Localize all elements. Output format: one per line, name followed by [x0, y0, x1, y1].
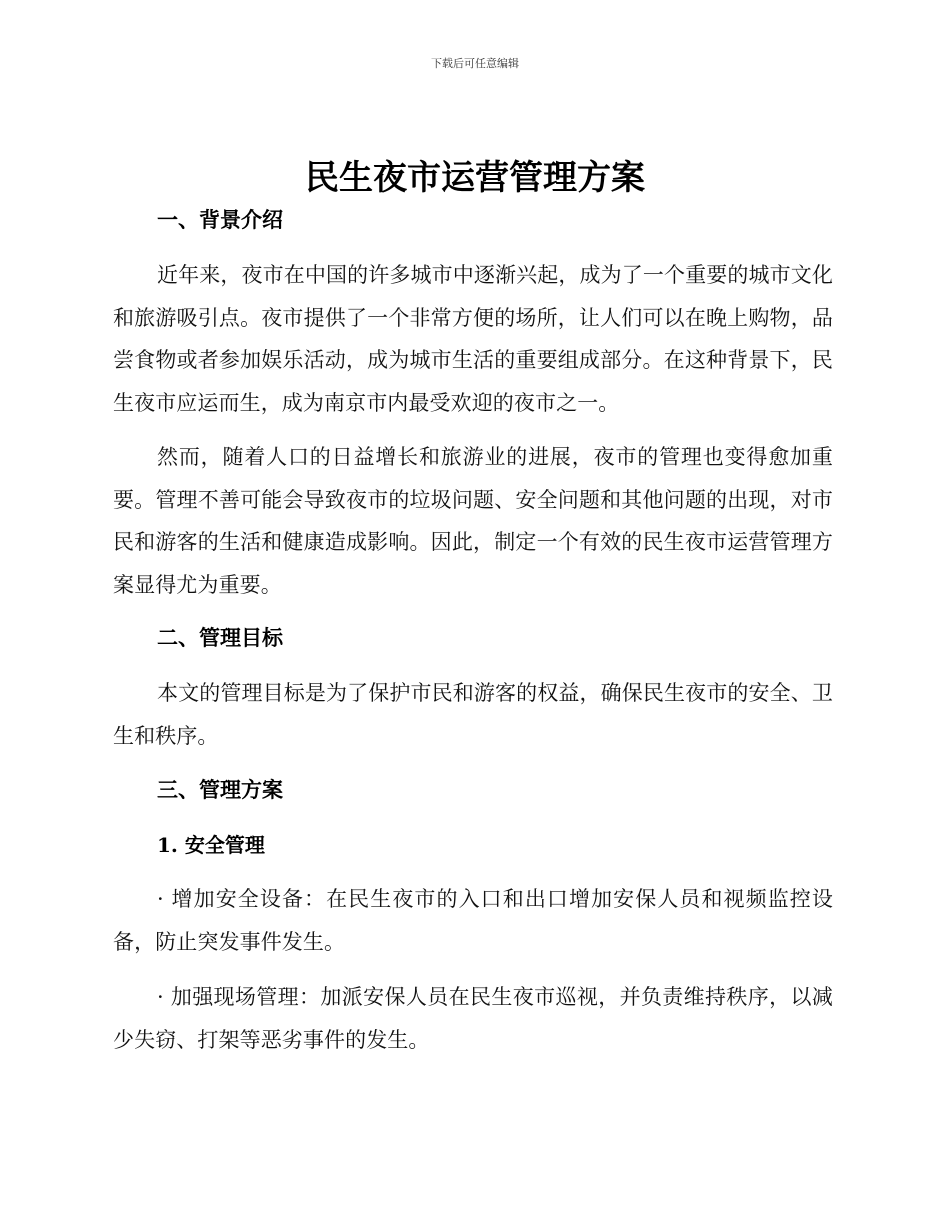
- section-2: [113, 623, 833, 653]
- paragraph-goals: 本文的管理目标是为了保护市民和游客的权益，确保民生夜市的安全、卫生和秩序。: [113, 681, 833, 748]
- section-2-paragraph-block: [113, 672, 833, 757]
- section-1-paragraph-2-block: [113, 436, 833, 606]
- subsection-safety: [113, 830, 833, 860]
- section-heading-plan: 三、管理方案: [157, 778, 283, 802]
- section-3: [113, 775, 833, 805]
- header-note: 下载后可任意编辑: [431, 57, 519, 70]
- paragraph-background-2: 然而，随着人口的日益增长和旅游业的进展，夜市的管理也变得愈加重要。管理不善可能会导致夜市的垃圾问题、安全问题和其他问题的出现，对市民和游客的生活和健康造成影响。因此，制定一个有效的民生夜市运营管理方案显得尤为重要。: [113, 445, 833, 597]
- bullet-onsite-management: · 加强现场管理：加派安保人员在民生夜市巡视，并负责维持秩序，以减少失窃、打架等恶劣事件的发生。: [113, 985, 833, 1052]
- section-heading-goals: 二、管理目标: [157, 626, 283, 650]
- bullet-safety-equipment: · 增加安全设备：在民生夜市的入口和出口增加安保人员和视频监控设备，防止突发事件发生。: [113, 887, 833, 954]
- bullet-1-block: [113, 878, 833, 963]
- section-1: [113, 205, 833, 235]
- section-heading-background: 一、背景介绍: [157, 208, 283, 232]
- document-title: 民生夜市运营管理方案: [305, 158, 645, 198]
- section-1-paragraph-1-block: [113, 254, 833, 424]
- paragraph-background-1: 近年来，夜市在中国的许多城市中逐渐兴起，成为了一个重要的城市文化和旅游吸引点。夜市提供了一个非常方便的场所，让人们可以在晚上购物，品尝食物或者参加娱乐活动，成为城市生活的重要组成部分。在这种背景下，民生夜市应运而生，成为南京市内最受欢迎的夜市之一。: [113, 263, 833, 415]
- bullet-2-block: [113, 976, 833, 1061]
- subsection-heading-safety: 1. 安全管理: [157, 833, 265, 857]
